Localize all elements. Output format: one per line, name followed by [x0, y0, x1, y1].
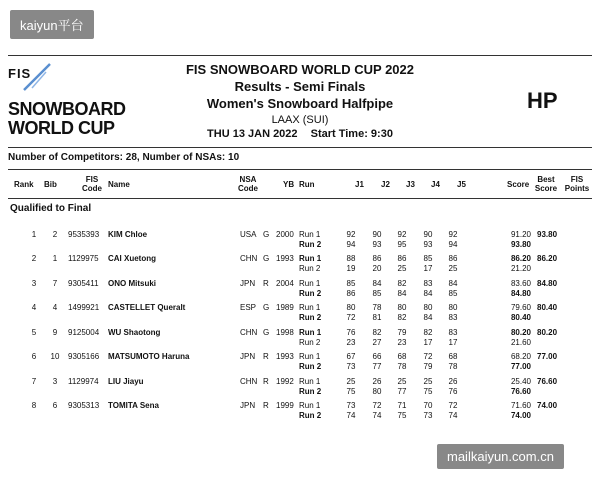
- bib-cell: 1: [52, 254, 58, 263]
- judge-2-score: 84: [372, 279, 382, 288]
- nsa-code-cell: CHN: [240, 254, 258, 263]
- judge-2-score: 90: [372, 230, 382, 239]
- nsa-code-cell: ESP: [240, 303, 257, 312]
- run-score: 84.80: [510, 289, 531, 298]
- judge-4-score: 72: [423, 352, 433, 361]
- col-j4: J4: [431, 180, 440, 189]
- rank-cell: 3: [31, 279, 37, 288]
- run-label: Run 1: [299, 254, 322, 263]
- run-label: Run 2: [299, 289, 322, 298]
- run-score: 86.20: [510, 254, 531, 263]
- run-label: Run 1: [299, 377, 321, 386]
- judge-2-score: 81: [372, 313, 382, 322]
- gender-cell: R: [263, 377, 269, 386]
- run-label: Run 2: [299, 387, 322, 396]
- judge-1-score: 88: [346, 254, 356, 263]
- judge-4-score: 80: [423, 303, 433, 312]
- mid-divider: [8, 147, 592, 148]
- rank-cell: 6: [31, 352, 37, 361]
- judge-1-score: 85: [346, 279, 356, 288]
- best-score-cell: 80.20: [537, 328, 558, 337]
- judge-5-score: 17: [448, 338, 458, 347]
- best-score-cell: 84.80: [537, 279, 558, 288]
- year-of-birth-cell: 2000: [276, 230, 294, 239]
- competitor-summary: Number of Competitors: 28, Number of NSAs: 10: [8, 152, 240, 163]
- judge-4-score: 79: [423, 362, 433, 371]
- run-label: Run 2: [299, 362, 322, 371]
- judge-2-score: 77: [372, 362, 382, 371]
- table-row: [0, 303, 600, 327]
- run-label: Run 2: [299, 240, 322, 249]
- judge-5-score: 74: [448, 411, 458, 420]
- run-label: Run 1: [299, 352, 321, 361]
- bib-cell: 10: [50, 352, 60, 361]
- gender-cell: G: [263, 254, 270, 263]
- logo-line-snowboard: SNOWBOARD: [8, 99, 126, 119]
- best-score-cell: 77.00: [537, 352, 558, 361]
- judge-3-score: 80: [397, 303, 407, 312]
- year-of-birth-cell: 1989: [276, 303, 294, 312]
- run-label: Run 1: [299, 279, 321, 288]
- nsa-code-cell: USA: [240, 230, 257, 239]
- judge-2-score: 80: [372, 387, 382, 396]
- judge-4-score: 17: [423, 338, 433, 347]
- venue: LAAX (SUI): [271, 114, 329, 126]
- judge-3-score: 82: [397, 313, 407, 322]
- run-label: Run 2: [299, 411, 322, 420]
- judge-1-score: 23: [346, 338, 356, 347]
- judge-5-score: 83: [448, 313, 458, 322]
- run-score: 91.20: [510, 230, 531, 239]
- rank-cell: 7: [31, 377, 37, 386]
- athlete-name: ONO Mitsuki: [108, 279, 157, 288]
- judge-4-score: 84: [423, 289, 433, 298]
- athlete-name: CASTELLET Queralt: [108, 303, 186, 312]
- judge-5-score: 76: [448, 387, 458, 396]
- col-j3: J3: [406, 180, 415, 189]
- watermark-top: kaiyun平台: [10, 10, 94, 39]
- year-of-birth-cell: 1993: [276, 352, 294, 361]
- gender-cell: G: [263, 230, 270, 239]
- logo-fis-text: FIS: [8, 66, 32, 81]
- fis-code-cell: 1129974: [68, 377, 99, 386]
- fis-code-cell: 9305313: [68, 401, 100, 410]
- run-label: Run 1: [299, 230, 321, 239]
- date-time: [150, 128, 450, 140]
- judge-2-score: 27: [372, 338, 382, 347]
- gender-cell: R: [263, 401, 269, 410]
- judge-4-score: 93: [423, 240, 433, 249]
- judge-1-score: 72: [346, 313, 356, 322]
- bib-cell: 9: [52, 328, 58, 337]
- gender-cell: G: [263, 303, 270, 312]
- judge-2-score: 66: [372, 352, 382, 361]
- athlete-name: WU Shaotong: [108, 328, 161, 337]
- col-j5: J5: [457, 180, 466, 189]
- judge-1-score: 80: [346, 303, 356, 312]
- year-of-birth-cell: 2004: [276, 279, 294, 288]
- judge-5-score: 80: [448, 303, 458, 312]
- table-row: [0, 401, 600, 425]
- best-score-cell: 76.60: [537, 377, 558, 386]
- run-score: 74.00: [510, 411, 531, 420]
- judge-3-score: 92: [397, 230, 407, 239]
- col-best-score: Best Score: [534, 175, 558, 193]
- table-row: [0, 328, 600, 352]
- snowboard-world-cup-logo: [8, 62, 130, 142]
- nsa-code-cell: JPN: [240, 401, 256, 410]
- year-of-birth-cell: 1999: [276, 401, 294, 410]
- rank-cell: 5: [31, 328, 37, 337]
- bib-cell: 7: [52, 279, 58, 288]
- judge-4-score: 25: [423, 377, 433, 386]
- athlete-name: KIM Chloe: [108, 230, 148, 239]
- run-score: 80.40: [510, 313, 531, 322]
- judge-2-score: 82: [372, 328, 382, 337]
- fis-code-cell: 9305411: [68, 279, 99, 288]
- run-score: 68.20: [510, 352, 531, 361]
- judge-3-score: 78: [397, 362, 407, 371]
- judge-1-score: 74: [346, 411, 356, 420]
- col-fis-points: FIS Points: [564, 175, 590, 193]
- logo-flake-icon: [20, 62, 54, 92]
- run-label: Run 1: [299, 303, 321, 312]
- judge-2-score: 93: [372, 240, 382, 249]
- judge-3-score: 75: [397, 411, 407, 420]
- fis-code-cell: 1129975: [68, 254, 99, 263]
- gender-cell: R: [263, 352, 269, 361]
- col-yb: YB: [283, 180, 295, 189]
- year-of-birth-cell: 1993: [276, 254, 294, 263]
- table-row: [0, 230, 600, 254]
- judge-3-score: 25: [397, 377, 407, 386]
- competition-title: FIS SNOWBOARD WORLD CUP 2022: [185, 62, 414, 77]
- col-nsa-code: NSA Code: [238, 175, 258, 193]
- judge-1-score: 67: [346, 352, 356, 361]
- judge-4-score: 85: [423, 254, 433, 263]
- run-label: Run 2: [299, 338, 321, 347]
- judge-5-score: 94: [448, 240, 458, 249]
- judge-5-score: 86: [448, 254, 458, 263]
- col-score: Score: [507, 180, 530, 189]
- judge-4-score: 75: [423, 387, 433, 396]
- best-score-cell: 86.20: [537, 254, 558, 263]
- run-score: 21.20: [510, 264, 531, 273]
- judge-2-score: 26: [372, 377, 382, 386]
- rank-cell: 4: [31, 303, 37, 312]
- judge-5-score: 68: [448, 352, 458, 361]
- judge-3-score: 86: [397, 254, 407, 263]
- judge-3-score: 23: [397, 338, 407, 347]
- judge-3-score: 68: [397, 352, 407, 361]
- run-label: Run 1: [299, 401, 321, 410]
- rank-cell: 8: [31, 401, 37, 410]
- col-run: Run: [299, 180, 315, 189]
- athlete-name: LIU Jiayu: [108, 377, 144, 386]
- judge-4-score: 82: [423, 328, 433, 337]
- section-qualified-to-final: Qualified to Final: [10, 203, 92, 214]
- judge-1-score: 19: [346, 264, 356, 273]
- judge-4-score: 90: [423, 230, 433, 239]
- col-j1: J1: [355, 180, 364, 189]
- judge-4-score: 17: [423, 264, 433, 273]
- run-score: 25.40: [510, 377, 531, 386]
- run-score: 83.60: [510, 279, 531, 288]
- best-score-cell: 74.00: [537, 401, 558, 410]
- judge-1-score: 86: [346, 289, 356, 298]
- col-rank: Rank: [14, 180, 34, 189]
- judge-1-score: 92: [346, 230, 356, 239]
- nsa-code-cell: JPN: [240, 279, 256, 288]
- run-score: 80.20: [510, 328, 531, 337]
- fis-code-cell: 1499921: [68, 303, 100, 312]
- nsa-code-cell: CHN: [240, 328, 258, 337]
- judge-4-score: 84: [423, 313, 433, 322]
- judge-3-score: 82: [397, 279, 407, 288]
- judge-3-score: 79: [397, 328, 407, 337]
- run-label: Run 2: [299, 313, 322, 322]
- best-score-cell: 80.40: [537, 303, 558, 312]
- judge-1-score: 25: [346, 377, 356, 386]
- rank-cell: 1: [31, 230, 37, 239]
- judge-2-score: 86: [372, 254, 382, 263]
- judge-2-score: 20: [372, 264, 382, 273]
- run-score: 71.60: [510, 401, 531, 410]
- year-of-birth-cell: 1992: [276, 377, 294, 386]
- judge-5-score: 85: [448, 289, 458, 298]
- year-of-birth-cell: 1998: [276, 328, 294, 337]
- fis-code-cell: 9535393: [68, 230, 100, 239]
- run-score: 93.80: [510, 240, 531, 249]
- run-score: 76.60: [510, 387, 531, 396]
- col-name: Name: [108, 180, 130, 189]
- run-label: Run 1: [299, 328, 322, 337]
- judge-2-score: 72: [372, 401, 382, 410]
- bib-cell: 3: [52, 377, 58, 386]
- athlete-name: MATSUMOTO Haruna: [108, 352, 190, 361]
- col-fis-code: FIS Code: [82, 175, 102, 193]
- fis-code-cell: 9305166: [68, 352, 100, 361]
- gender-cell: R: [263, 279, 269, 288]
- bib-cell: 4: [52, 303, 58, 312]
- judge-3-score: 84: [397, 289, 407, 298]
- gender-cell: G: [263, 328, 270, 337]
- event-name: Women's Snowboard Halfpipe: [206, 96, 394, 111]
- judge-1-score: 94: [346, 240, 356, 249]
- nsa-code-cell: JPN: [240, 352, 256, 361]
- judge-1-score: 73: [346, 362, 356, 371]
- judge-4-score: 83: [423, 279, 433, 288]
- judge-1-score: 75: [346, 387, 356, 396]
- col-bib: Bib: [44, 180, 57, 189]
- table-row: [0, 279, 600, 303]
- judge-2-score: 85: [372, 289, 382, 298]
- run-score: 77.00: [510, 362, 531, 371]
- athlete-name: CAI Xuetong: [108, 254, 156, 263]
- judge-2-score: 78: [372, 303, 382, 312]
- watermark-bottom: mailkaiyun.com.cn: [437, 444, 564, 469]
- judge-5-score: 84: [448, 279, 458, 288]
- run-score: 79.60: [510, 303, 531, 312]
- judge-4-score: 73: [423, 411, 433, 420]
- table-row: [0, 352, 600, 376]
- bib-cell: 6: [52, 401, 58, 410]
- table-row: [0, 377, 600, 401]
- judge-1-score: 76: [346, 328, 356, 337]
- fis-code-cell: 9125004: [68, 328, 100, 337]
- results-subtitle: Results - Semi Finals: [234, 79, 366, 94]
- start-time: Start Time: 9:30: [310, 128, 393, 140]
- judge-3-score: 77: [397, 387, 407, 396]
- judge-5-score: 78: [448, 362, 458, 371]
- col-j2: J2: [381, 180, 390, 189]
- judge-3-score: 95: [397, 240, 407, 249]
- logo-line-world-cup: WORLD CUP: [8, 118, 115, 138]
- rank-cell: 2: [31, 254, 37, 263]
- discipline-code: HP: [527, 88, 558, 113]
- judge-5-score: 25: [448, 264, 458, 273]
- judge-5-score: 72: [448, 401, 458, 410]
- athlete-name: TOMITA Sena: [108, 401, 159, 410]
- judge-5-score: 92: [448, 230, 458, 239]
- top-divider: [8, 55, 592, 56]
- judge-2-score: 74: [372, 411, 382, 420]
- judge-3-score: 25: [397, 264, 407, 273]
- results-header: [150, 62, 450, 140]
- bib-cell: 2: [52, 230, 58, 239]
- nsa-code-cell: CHN: [240, 377, 258, 386]
- judge-5-score: 83: [448, 328, 458, 337]
- best-score-cell: 93.80: [537, 230, 558, 239]
- judge-5-score: 26: [448, 377, 458, 386]
- judge-3-score: 71: [397, 401, 407, 410]
- judge-4-score: 70: [423, 401, 433, 410]
- event-date: THU 13 JAN 2022: [207, 128, 298, 140]
- run-score: 21.60: [510, 338, 531, 347]
- judge-1-score: 73: [346, 401, 356, 410]
- table-row: [0, 254, 600, 278]
- column-header-row: [8, 169, 592, 199]
- run-label: Run 2: [299, 264, 321, 273]
